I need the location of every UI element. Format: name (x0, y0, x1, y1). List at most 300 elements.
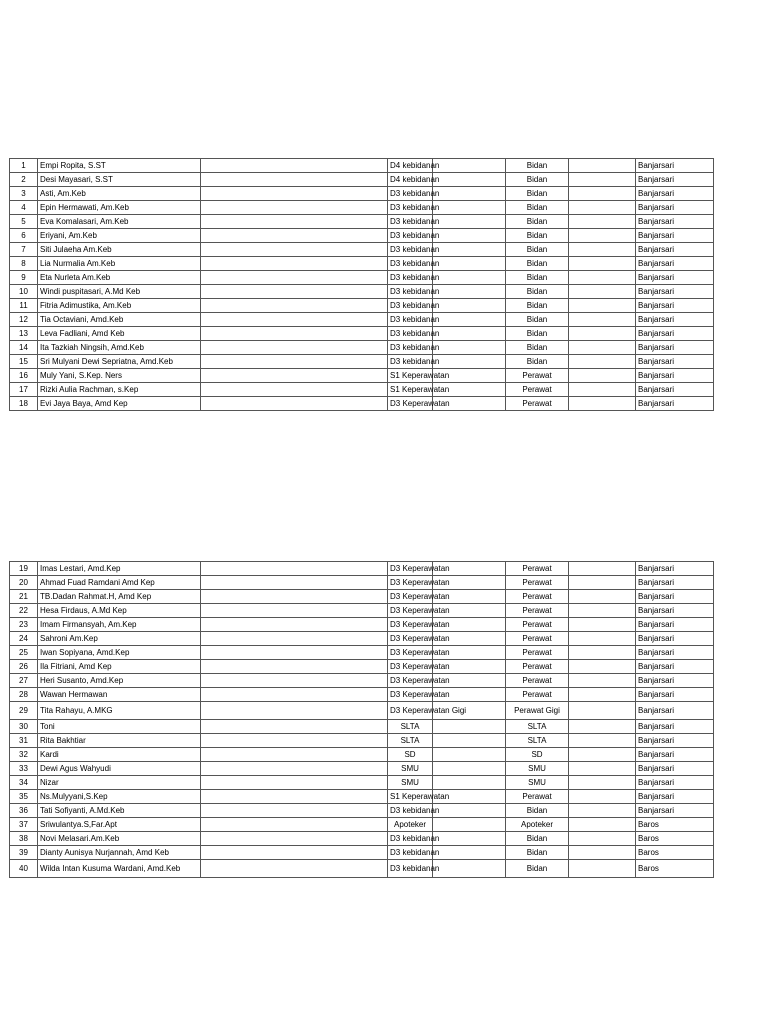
table-row (10, 243, 714, 257)
staff-name: Asti, Am.Keb (38, 187, 201, 201)
staff-name: Tati Sofiyanti, A.Md.Keb (38, 804, 201, 818)
table-row (10, 313, 714, 327)
row-number: 12 (10, 313, 38, 327)
row-number: 10 (10, 285, 38, 299)
education: D3 kebidanan (388, 229, 433, 243)
empty-cell (201, 590, 388, 604)
empty-cell (433, 804, 506, 818)
location: Banjarsari (636, 660, 714, 674)
empty-cell (433, 776, 506, 790)
location: Baros (636, 818, 714, 832)
education: D3 Keperawatan (388, 590, 433, 604)
empty-cell (569, 720, 636, 734)
location: Banjarsari (636, 632, 714, 646)
table-row (10, 201, 714, 215)
location: Banjarsari (636, 674, 714, 688)
staff-name: Wawan Hermawan (38, 688, 201, 702)
position: Bidan (506, 860, 569, 878)
table-row (10, 688, 714, 702)
location: Banjarsari (636, 383, 714, 397)
row-number: 13 (10, 327, 38, 341)
staff-name: Rita Bakhtiar (38, 734, 201, 748)
row-number: 18 (10, 397, 38, 411)
row-number: 23 (10, 618, 38, 632)
row-number: 11 (10, 299, 38, 313)
empty-cell (569, 618, 636, 632)
table-row (10, 341, 714, 355)
table-row (10, 285, 714, 299)
education: D3 Keperawatan (388, 397, 433, 411)
position: Bidan (506, 341, 569, 355)
staff-name: Kardi (38, 748, 201, 762)
location: Banjarsari (636, 688, 714, 702)
row-number: 21 (10, 590, 38, 604)
position: Perawat (506, 660, 569, 674)
empty-cell (569, 313, 636, 327)
education: D3 kebidanan (388, 201, 433, 215)
table-row (10, 818, 714, 832)
location: Banjarsari (636, 159, 714, 173)
empty-cell (569, 790, 636, 804)
location: Banjarsari (636, 173, 714, 187)
table-row (10, 734, 714, 748)
empty-cell (201, 229, 388, 243)
location: Banjarsari (636, 229, 714, 243)
row-number: 29 (10, 702, 38, 720)
empty-cell (569, 397, 636, 411)
empty-cell (201, 369, 388, 383)
empty-cell (569, 576, 636, 590)
table-row (10, 674, 714, 688)
empty-cell (569, 229, 636, 243)
table-row (10, 618, 714, 632)
empty-cell (201, 734, 388, 748)
empty-cell (569, 646, 636, 660)
staff-name: Rizki Aulia Rachman, s.Kep (38, 383, 201, 397)
education: D3 kebidanan (388, 832, 433, 846)
table-row (10, 590, 714, 604)
position: Bidan (506, 173, 569, 187)
location: Banjarsari (636, 618, 714, 632)
empty-cell (569, 173, 636, 187)
table-row (10, 257, 714, 271)
empty-cell (433, 299, 506, 313)
table-row (10, 173, 714, 187)
education: D3 kebidanan (388, 187, 433, 201)
staff-name: TB.Dadan Rahmat.H, Amd Kep (38, 590, 201, 604)
row-number: 24 (10, 632, 38, 646)
row-number: 39 (10, 846, 38, 860)
staff-name: Muly Yani, S.Kep. Ners (38, 369, 201, 383)
position: SMU (506, 762, 569, 776)
empty-cell (569, 604, 636, 618)
location: Banjarsari (636, 187, 714, 201)
location: Banjarsari (636, 257, 714, 271)
staff-name: Leva Fadliani, Amd Keb (38, 327, 201, 341)
position: Bidan (506, 285, 569, 299)
location: Banjarsari (636, 355, 714, 369)
staff-name: Dianty Aunisya Nurjannah, Amd Keb (38, 846, 201, 860)
table-row (10, 632, 714, 646)
row-number: 22 (10, 604, 38, 618)
education: SMU (388, 776, 433, 790)
empty-cell (569, 660, 636, 674)
education: D3 Keperawatan (388, 660, 433, 674)
empty-cell (201, 215, 388, 229)
education: D3 kebidanan (388, 341, 433, 355)
table-row (10, 604, 714, 618)
empty-cell (433, 243, 506, 257)
empty-cell (433, 313, 506, 327)
table-row (10, 271, 714, 285)
staff-name: Lia Nurmalia Am.Keb (38, 257, 201, 271)
empty-cell (201, 646, 388, 660)
empty-cell (433, 818, 506, 832)
empty-cell (201, 720, 388, 734)
empty-cell (201, 618, 388, 632)
table-row (10, 646, 714, 660)
education: D3 kebidanan (388, 271, 433, 285)
education: D3 kebidanan (388, 215, 433, 229)
position: Bidan (506, 832, 569, 846)
row-number: 17 (10, 383, 38, 397)
empty-cell (569, 187, 636, 201)
row-number: 28 (10, 688, 38, 702)
empty-cell (569, 776, 636, 790)
empty-cell (569, 285, 636, 299)
table-row (10, 804, 714, 818)
location: Banjarsari (636, 285, 714, 299)
empty-cell (201, 818, 388, 832)
empty-cell (201, 688, 388, 702)
location: Banjarsari (636, 215, 714, 229)
empty-cell (569, 762, 636, 776)
empty-cell (201, 846, 388, 860)
empty-cell (569, 734, 636, 748)
empty-cell (433, 748, 506, 762)
table-row (10, 562, 714, 576)
location: Banjarsari (636, 313, 714, 327)
table-row (10, 720, 714, 734)
education: S1 Keperawatan (388, 790, 433, 804)
education: D3 kebidanan (388, 257, 433, 271)
location: Banjarsari (636, 790, 714, 804)
table-row (10, 576, 714, 590)
empty-cell (569, 355, 636, 369)
row-number: 31 (10, 734, 38, 748)
table-body (10, 159, 714, 411)
education: Apoteker (388, 818, 433, 832)
position: Perawat (506, 646, 569, 660)
empty-cell (433, 187, 506, 201)
empty-cell (569, 804, 636, 818)
position: Bidan (506, 257, 569, 271)
row-number: 14 (10, 341, 38, 355)
education: SLTA (388, 734, 433, 748)
education: D3 kebidanan (388, 243, 433, 257)
location: Banjarsari (636, 804, 714, 818)
position: Perawat (506, 562, 569, 576)
location: Banjarsari (636, 369, 714, 383)
position: Perawat (506, 632, 569, 646)
table-row (10, 702, 714, 720)
staff-name: Ahmad Fuad Ramdani Amd Kep (38, 576, 201, 590)
education: D3 kebidanan (388, 860, 433, 878)
empty-cell (201, 299, 388, 313)
table-row (10, 215, 714, 229)
location: Banjarsari (636, 576, 714, 590)
row-number: 15 (10, 355, 38, 369)
empty-cell (569, 201, 636, 215)
empty-cell (433, 734, 506, 748)
staff-name: Ita Tazkiah Ningsih, Amd.Keb (38, 341, 201, 355)
location: Banjarsari (636, 720, 714, 734)
education: D3 kebidanan (388, 285, 433, 299)
empty-cell (569, 383, 636, 397)
location: Banjarsari (636, 646, 714, 660)
table-row (10, 397, 714, 411)
empty-cell (201, 341, 388, 355)
empty-cell (433, 720, 506, 734)
empty-cell (433, 832, 506, 846)
empty-cell (433, 201, 506, 215)
empty-cell (569, 674, 636, 688)
row-number: 6 (10, 229, 38, 243)
empty-cell (569, 702, 636, 720)
staff-name: Sahroni Am.Kep (38, 632, 201, 646)
empty-cell (569, 860, 636, 878)
education: D3 Keperawatan (388, 674, 433, 688)
education: S1 Keperawatan (388, 369, 433, 383)
position: Perawat Gigi (506, 702, 569, 720)
position: Bidan (506, 215, 569, 229)
education: SD (388, 748, 433, 762)
empty-cell (201, 562, 388, 576)
staff-name: Imam Firmansyah, Am.Kep (38, 618, 201, 632)
position: Bidan (506, 271, 569, 285)
empty-cell (201, 383, 388, 397)
empty-cell (201, 748, 388, 762)
staff-name: Eta Nurleta Am.Keb (38, 271, 201, 285)
table-body (10, 562, 714, 878)
staff-name: Tita Rahayu, A.MKG (38, 702, 201, 720)
empty-cell (433, 173, 506, 187)
empty-cell (569, 590, 636, 604)
position: Perawat (506, 674, 569, 688)
staff-name: Eva Komalasari, Am.Keb (38, 215, 201, 229)
empty-cell (433, 327, 506, 341)
empty-cell (201, 860, 388, 878)
row-number: 37 (10, 818, 38, 832)
education: D3 Keperawatan Gigi (388, 702, 433, 720)
staff-name: Dewi Agus Wahyudi (38, 762, 201, 776)
education: SMU (388, 762, 433, 776)
education: SLTA (388, 720, 433, 734)
location: Baros (636, 846, 714, 860)
position: Bidan (506, 201, 569, 215)
position: Bidan (506, 187, 569, 201)
row-number: 1 (10, 159, 38, 173)
empty-cell (201, 355, 388, 369)
education: D3 kebidanan (388, 804, 433, 818)
empty-cell (201, 702, 388, 720)
position: Perawat (506, 790, 569, 804)
location: Banjarsari (636, 604, 714, 618)
row-number: 33 (10, 762, 38, 776)
position: Perawat (506, 618, 569, 632)
position: Bidan (506, 846, 569, 860)
staff-name: Nizar (38, 776, 201, 790)
row-number: 2 (10, 173, 38, 187)
staff-name: Wilda Intan Kusuma Wardani, Amd.Keb (38, 860, 201, 878)
empty-cell (569, 562, 636, 576)
location: Banjarsari (636, 748, 714, 762)
empty-cell (569, 159, 636, 173)
empty-cell (433, 159, 506, 173)
empty-cell (201, 243, 388, 257)
education: D3 kebidanan (388, 846, 433, 860)
empty-cell (201, 187, 388, 201)
empty-cell (569, 632, 636, 646)
staff-table-top (9, 158, 714, 411)
empty-cell (433, 355, 506, 369)
empty-cell (433, 215, 506, 229)
position: Bidan (506, 243, 569, 257)
empty-cell (569, 327, 636, 341)
empty-cell (201, 790, 388, 804)
empty-cell (433, 229, 506, 243)
empty-cell (201, 327, 388, 341)
row-number: 9 (10, 271, 38, 285)
position: Perawat (506, 590, 569, 604)
empty-cell (201, 776, 388, 790)
position: Bidan (506, 804, 569, 818)
staff-name: Hesa Firdaus, A.Md Kep (38, 604, 201, 618)
position: Bidan (506, 327, 569, 341)
row-number: 36 (10, 804, 38, 818)
location: Banjarsari (636, 201, 714, 215)
table-row (10, 327, 714, 341)
row-number: 26 (10, 660, 38, 674)
education: D3 kebidanan (388, 355, 433, 369)
location: Baros (636, 860, 714, 878)
table-row (10, 355, 714, 369)
staff-name: Toni (38, 720, 201, 734)
table-row (10, 187, 714, 201)
empty-cell (201, 660, 388, 674)
position: Bidan (506, 229, 569, 243)
empty-cell (433, 860, 506, 878)
staff-name: Eriyani, Am.Keb (38, 229, 201, 243)
location: Banjarsari (636, 562, 714, 576)
row-number: 7 (10, 243, 38, 257)
empty-cell (569, 748, 636, 762)
location: Banjarsari (636, 702, 714, 720)
row-number: 19 (10, 562, 38, 576)
empty-cell (569, 271, 636, 285)
empty-cell (201, 159, 388, 173)
row-number: 32 (10, 748, 38, 762)
empty-cell (569, 846, 636, 860)
table-row (10, 748, 714, 762)
empty-cell (201, 271, 388, 285)
empty-cell (569, 299, 636, 313)
row-number: 38 (10, 832, 38, 846)
row-number: 30 (10, 720, 38, 734)
empty-cell (201, 201, 388, 215)
staff-name: Sriwulantya.S,Far.Apt (38, 818, 201, 832)
table-row (10, 369, 714, 383)
staff-name: Siti Julaeha Am.Keb (38, 243, 201, 257)
position: Apoteker (506, 818, 569, 832)
empty-cell (201, 804, 388, 818)
education: D3 Keperawatan (388, 562, 433, 576)
empty-cell (201, 173, 388, 187)
staff-name: Ila Fitriani, Amd Kep (38, 660, 201, 674)
position: Bidan (506, 159, 569, 173)
table-row (10, 846, 714, 860)
position: Bidan (506, 313, 569, 327)
location: Baros (636, 832, 714, 846)
position: SLTA (506, 734, 569, 748)
position: SMU (506, 776, 569, 790)
location: Banjarsari (636, 734, 714, 748)
staff-name: Fitria Adimustika, Am.Keb (38, 299, 201, 313)
staff-name: Imas Lestari, Amd.Kep (38, 562, 201, 576)
education: D3 Keperawatan (388, 646, 433, 660)
position: Perawat (506, 576, 569, 590)
staff-name: Ns.Mulyyani,S.Kep (38, 790, 201, 804)
location: Banjarsari (636, 243, 714, 257)
education: D3 Keperawatan (388, 632, 433, 646)
staff-name: Windi puspitasari, A.Md Keb (38, 285, 201, 299)
row-number: 20 (10, 576, 38, 590)
staff-table-bottom (9, 561, 714, 878)
empty-cell (201, 604, 388, 618)
empty-cell (201, 576, 388, 590)
education: D3 kebidanan (388, 327, 433, 341)
position: Perawat (506, 688, 569, 702)
table-row (10, 229, 714, 243)
row-number: 8 (10, 257, 38, 271)
row-number: 5 (10, 215, 38, 229)
table-row (10, 159, 714, 173)
staff-name: Epin Hermawati, Am.Keb (38, 201, 201, 215)
empty-cell (569, 369, 636, 383)
row-number: 34 (10, 776, 38, 790)
table-row (10, 860, 714, 878)
education: D3 Keperawatan (388, 688, 433, 702)
position: Bidan (506, 299, 569, 313)
empty-cell (433, 846, 506, 860)
empty-cell (569, 243, 636, 257)
table-row (10, 832, 714, 846)
empty-cell (433, 257, 506, 271)
location: Banjarsari (636, 327, 714, 341)
row-number: 35 (10, 790, 38, 804)
location: Banjarsari (636, 271, 714, 285)
row-number: 25 (10, 646, 38, 660)
position: Perawat (506, 369, 569, 383)
row-number: 3 (10, 187, 38, 201)
empty-cell (201, 832, 388, 846)
row-number: 27 (10, 674, 38, 688)
education: D4 kebidanan (388, 173, 433, 187)
position: Bidan (506, 355, 569, 369)
empty-cell (433, 762, 506, 776)
position: SLTA (506, 720, 569, 734)
location: Banjarsari (636, 299, 714, 313)
